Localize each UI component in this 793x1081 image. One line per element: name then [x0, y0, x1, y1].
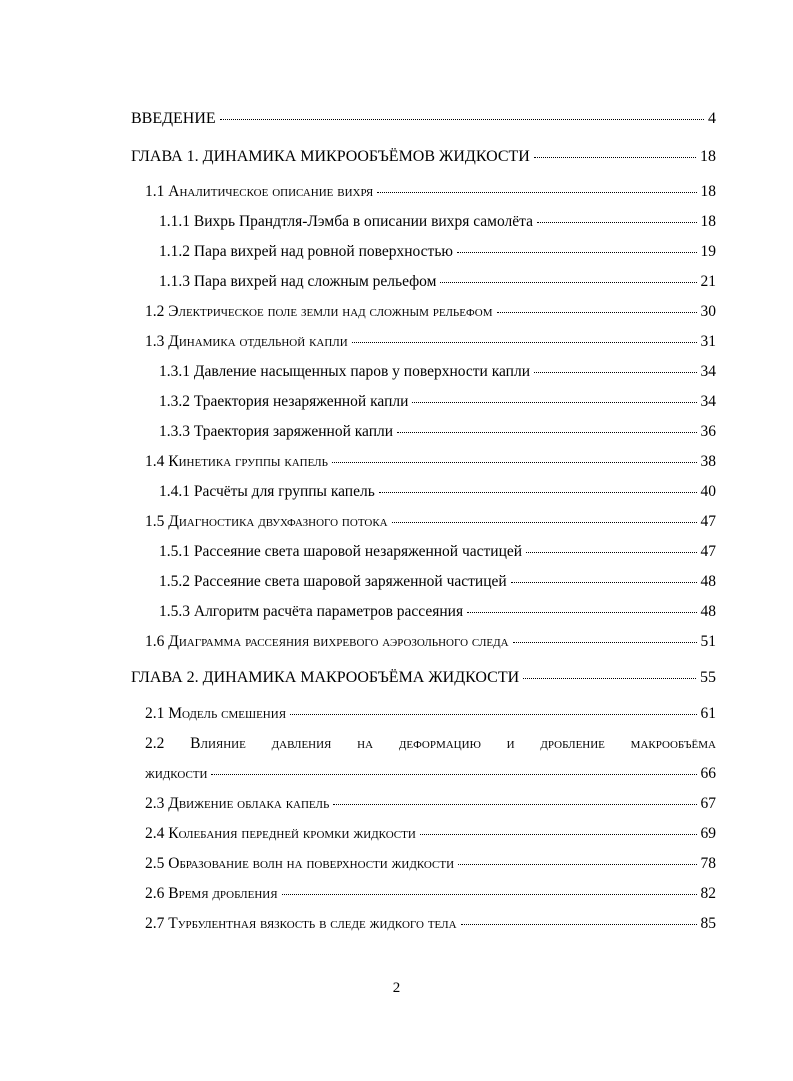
toc-entry-1-1-3[interactable] — [159, 272, 716, 292]
toc-entry-2-6[interactable] — [145, 884, 716, 904]
toc-label: ГЛАВА 2. ДИНАМИКА МАКРООБЪЁМА ЖИДКОСТИ — [131, 669, 520, 686]
toc-entry-1-6[interactable] — [145, 632, 716, 652]
toc-page-number: 19 — [700, 243, 716, 260]
toc-label: 2.7 Турбулентная вязкость в следе жидкого тела — [145, 915, 457, 932]
toc-label: 2.1 Модель смешения — [145, 705, 287, 722]
toc-page-number: 67 — [700, 795, 716, 812]
toc-entry-2-3[interactable] — [145, 794, 716, 814]
toc-page-number: 18 — [700, 213, 716, 230]
dot-leader — [397, 432, 696, 433]
toc-entry-1-1-1[interactable] — [159, 212, 716, 232]
toc-entry-1-5-2[interactable] — [159, 572, 716, 592]
toc-page-number: 34 — [700, 393, 716, 410]
toc-label: 2.3 Движение облака капель — [145, 795, 330, 812]
toc-label: 1.1.3 Пара вихрей над сложным рельефом — [159, 273, 437, 290]
toc-entry-1-4[interactable] — [145, 452, 716, 472]
toc-page-number: 47 — [700, 513, 716, 530]
toc-entry-1-3[interactable] — [145, 332, 716, 352]
toc-entry-1-2[interactable] — [145, 302, 716, 322]
dot-leader — [458, 864, 696, 865]
dot-leader — [420, 834, 697, 835]
toc-page-number: 18 — [700, 183, 716, 200]
dot-leader — [220, 119, 704, 120]
toc-label: 2.4 Колебания передней кромки жидкости — [145, 825, 416, 842]
toc-label: 1.3.1 Давление насыщенных паров у поверхности капли — [159, 363, 531, 380]
toc-page-number: 48 — [700, 573, 716, 590]
toc-page-number: 85 — [700, 915, 716, 932]
dot-leader — [211, 774, 696, 775]
toc-label: 1.3 Динамика отдельной капли — [145, 333, 348, 350]
toc-page-number: 31 — [700, 333, 716, 350]
dot-leader — [513, 642, 697, 643]
dot-leader — [333, 804, 696, 805]
dot-leader — [282, 894, 697, 895]
toc-entry-1-4-1[interactable] — [159, 482, 716, 502]
toc-label: ВВЕДЕНИЕ — [131, 110, 216, 127]
dot-leader — [440, 282, 696, 283]
toc-label: 1.6 Диаграмма рассеяния вихревого аэрозольного следа — [145, 633, 509, 650]
toc-label: 2.2 Влияние давления на деформацию и дробление макрообъёма — [145, 735, 716, 752]
dot-leader — [290, 714, 696, 715]
toc-page-number: 30 — [700, 303, 716, 320]
dot-leader — [467, 612, 696, 613]
toc-entry-2-1[interactable] — [145, 704, 716, 724]
toc-entry-1-5-1[interactable] — [159, 542, 716, 562]
toc-page-number: 48 — [700, 603, 716, 620]
toc-label: 1.3.2 Траектория незаряженной капли — [159, 393, 409, 410]
dot-leader — [379, 492, 697, 493]
toc-page-number: 38 — [700, 453, 716, 470]
toc-label: 1.1.2 Пара вихрей над ровной поверхностью — [159, 243, 453, 260]
toc-page-number: 66 — [700, 765, 716, 782]
toc-label: 1.3.3 Траектория заряженной капли — [159, 423, 394, 440]
toc-page-number: 78 — [700, 855, 716, 872]
dot-leader — [412, 402, 696, 403]
dot-leader — [534, 372, 696, 373]
toc-entry-1-5-3[interactable] — [159, 602, 716, 622]
toc-page-number: 51 — [700, 633, 716, 650]
toc-label: 1.5 Диагностика двухфазного потока — [145, 513, 388, 530]
toc-entry-1-1[interactable] — [145, 182, 716, 202]
toc-entry-introduction[interactable] — [131, 109, 716, 129]
toc-page-number: 40 — [700, 483, 716, 500]
toc-entry-1-5[interactable] — [145, 512, 716, 532]
dot-leader — [526, 552, 696, 553]
toc-label: 2.5 Образование волн на поверхности жидкости — [145, 855, 455, 872]
toc-page-number: 34 — [700, 363, 716, 380]
toc-label: 1.4 Кинетика группы капель — [145, 453, 328, 470]
toc-page-number: 55 — [700, 669, 716, 686]
toc-label: 1.4.1 Расчёты для группы капель — [159, 483, 375, 500]
toc-label: ГЛАВА 1. ДИНАМИКА МИКРООБЪЁМОВ ЖИДКОСТИ — [131, 148, 530, 165]
dot-leader — [461, 924, 697, 925]
dot-leader — [511, 582, 697, 583]
toc-entry-2-7[interactable] — [145, 914, 716, 934]
toc-label: 1.5.1 Рассеяние света шаровой незаряженной частицей — [159, 543, 523, 560]
toc-entry-1-3-3[interactable] — [159, 422, 716, 442]
toc-page-number: 21 — [700, 273, 716, 290]
toc-page-number: 36 — [700, 423, 716, 440]
toc-label: 2.6 Время дробления — [145, 885, 278, 902]
toc-entry-chapter-2[interactable] — [131, 668, 716, 688]
toc-label: 1.5.2 Рассеяние света шаровой заряженной частицей — [159, 573, 507, 590]
dot-leader — [537, 222, 697, 223]
page-footer-number: 2 — [392, 980, 401, 996]
toc-page-number: 4 — [708, 110, 716, 127]
dot-leader — [332, 462, 697, 463]
toc-label: 1.1 Аналитическое описание вихря — [145, 183, 374, 200]
toc-entry-1-1-2[interactable] — [159, 242, 716, 262]
dot-leader — [352, 342, 697, 343]
dot-leader — [377, 192, 696, 193]
toc-page-number: 69 — [700, 825, 716, 842]
dot-leader — [523, 678, 696, 679]
dot-leader — [457, 252, 697, 253]
toc-entry-2-5[interactable] — [145, 854, 716, 874]
dot-leader — [392, 522, 697, 523]
toc-entry-1-3-1[interactable] — [159, 362, 716, 382]
toc-entry-2-2-line2[interactable] — [145, 764, 716, 784]
toc-page-number: 82 — [700, 885, 716, 902]
toc-entry-2-2-line1[interactable] — [145, 734, 716, 754]
toc-label: 1.5.3 Алгоритм расчёта параметров рассеяния — [159, 603, 464, 620]
toc-page-number: 61 — [700, 705, 716, 722]
toc-label: жидкости — [145, 765, 208, 782]
toc-label: 1.1.1 Вихрь Прандтля-Лэмба в описании вихря самолёта — [159, 213, 533, 230]
dot-leader — [534, 157, 696, 158]
toc-entry-chapter-1[interactable] — [131, 147, 716, 167]
toc-entry-2-4[interactable] — [145, 824, 716, 844]
toc-page-number: 18 — [700, 148, 716, 165]
dot-leader — [497, 312, 697, 313]
toc-entry-1-3-2[interactable] — [159, 392, 716, 412]
toc-page-number: 47 — [700, 543, 716, 560]
toc-label: 1.2 Электрическое поле земли над сложным рельефом — [145, 303, 493, 320]
